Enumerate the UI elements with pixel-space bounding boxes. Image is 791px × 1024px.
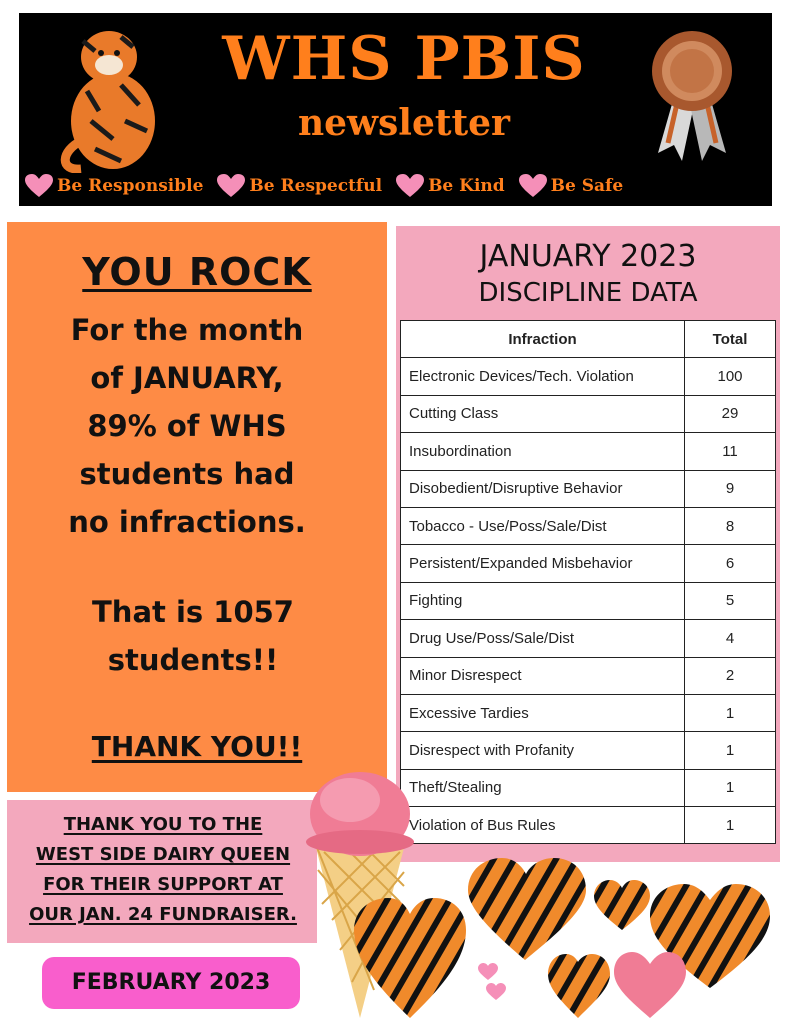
table-row [401,657,776,694]
dq-line: THANK YOU TO THE [63,814,263,835]
infraction-cell: Excessive Tardies [401,694,685,731]
total-cell: 6 [685,545,776,582]
table-row [401,694,776,731]
month-badge: FEBRUARY 2023 [42,957,300,1009]
infraction-cell: Cutting Class [401,395,685,432]
infraction-cell: Violation of Bus Rules [401,807,685,844]
you-rock-count [7,588,379,684]
discipline-title: JANUARY 2023 [479,239,697,274]
infraction-cell: Insubordination [401,433,685,470]
table-body [401,358,776,844]
total-cell: 2 [685,657,776,694]
dq-line: WEST SIDE DAIRY QUEEN [35,844,291,865]
heart-icon [396,174,424,198]
total-cell: 5 [685,582,776,619]
total-cell: 100 [685,358,776,395]
infraction-cell: Minor Disrespect [401,657,685,694]
infraction-cell: Persistent/Expanded Misbehavior [401,545,685,582]
you-rock-panel [7,222,387,792]
heart-icon [217,174,245,198]
heart-icon [25,174,53,198]
infraction-cell: Disobedient/Disruptive Behavior [401,470,685,507]
medal-icon [644,27,740,165]
thank-you-text: THANK YOU!! [91,730,303,763]
infraction-cell: Drug Use/Poss/Sale/Dist [401,620,685,657]
infraction-cell: Fighting [401,582,685,619]
dq-line: FOR THEIR SUPPORT AT [43,874,283,895]
infraction-cell: Theft/Stealing [401,769,685,806]
you-rock-line: of JANUARY, [90,361,284,395]
dairy-queen-panel [7,800,317,943]
table-row [401,470,776,507]
table-row [401,807,776,844]
table-row [401,433,776,470]
discipline-subtitle: DISCIPLINE DATA [478,278,698,308]
total-cell: 11 [685,433,776,470]
newsletter-subtitle: newsletter [297,102,511,144]
discipline-table [400,320,776,844]
table-row [401,358,776,395]
value-label: Be Responsible [57,176,204,196]
column-header-total: Total [685,321,776,358]
total-cell: 1 [685,769,776,806]
table-header-row [401,321,776,358]
tiger-hearts-illustration [350,850,790,1024]
total-cell: 4 [685,620,776,657]
table-row [401,395,776,432]
value-label: Be Kind [428,176,505,196]
you-rock-line: no infractions. [68,505,306,539]
total-cell: 1 [685,694,776,731]
value-kind [396,174,505,198]
you-rock-line: That is 1057 [92,595,294,629]
values-row [25,171,765,201]
you-rock-line: students!! [107,643,279,677]
you-rock-stat [7,306,367,546]
total-cell: 29 [685,395,776,432]
you-rock-line: 89% of WHS [87,409,287,443]
table-row [401,582,776,619]
table-row [401,620,776,657]
infraction-cell: Electronic Devices/Tech. Violation [401,358,685,395]
discipline-data-panel [396,226,780,862]
column-header-infraction: Infraction [401,321,685,358]
newsletter-title: WHS PBIS [222,24,586,94]
value-label: Be Respectful [249,176,383,196]
total-cell: 1 [685,732,776,769]
you-rock-heading: YOU ROCK [82,250,312,294]
table-row [401,769,776,806]
value-safe [519,174,624,198]
value-responsible [25,174,203,198]
newsletter-banner [19,13,772,206]
total-cell: 1 [685,807,776,844]
dairy-queen-thanks [13,810,313,930]
total-cell: 9 [685,470,776,507]
value-respectful [217,174,382,198]
infraction-cell: Disrespect with Profanity [401,732,685,769]
dq-line: OUR JAN. 24 FUNDRAISER. [29,904,297,925]
value-label: Be Safe [550,176,624,196]
table-row [401,507,776,544]
heart-icon [519,174,547,198]
infraction-cell: Tobacco - Use/Poss/Sale/Dist [401,507,685,544]
you-rock-line: students had [79,457,295,491]
total-cell: 8 [685,507,776,544]
table-row [401,545,776,582]
you-rock-line: For the month [70,313,304,347]
tiger-illustration [51,21,169,173]
table-row [401,732,776,769]
